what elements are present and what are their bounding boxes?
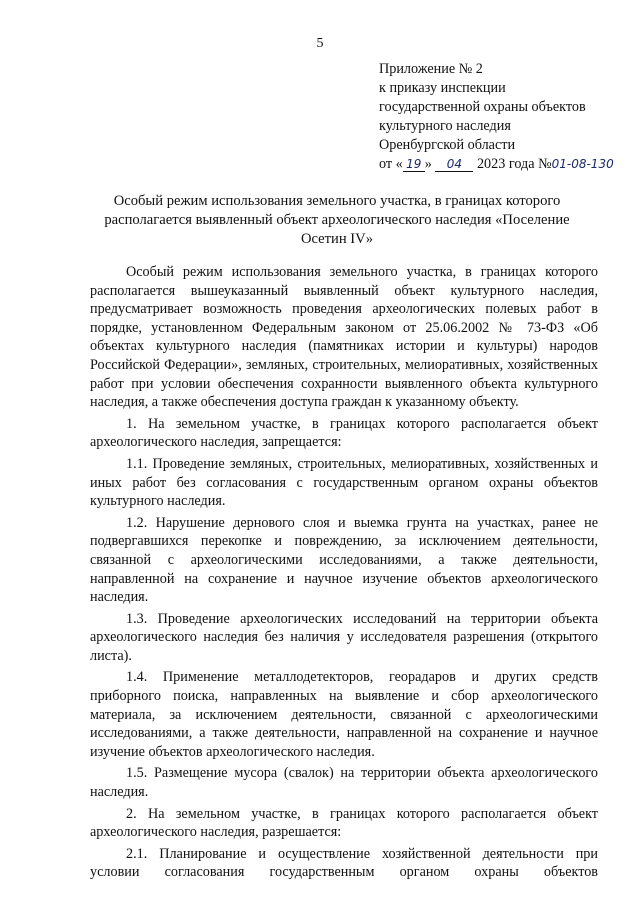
- body-paragraph: 1.5. Размещение мусора (свалок) на территории объекта археологического наследия.: [90, 765, 598, 801]
- body-paragraph: 1.2. Нарушение дернового слоя и выемка грунта на участках, ранее не подвергавшихся перекопке и повреждению, за исключением деятельности, связанной с археологическими исследованиями, а также деятельности, направленной на сохранение и научное изучение объектов археологического наследия.: [90, 514, 598, 606]
- appendix-date-line: [379, 155, 629, 174]
- year-text: 2023 года №: [476, 156, 552, 172]
- document-body: [90, 263, 598, 885]
- appendix-line: государственной охраны объектов: [379, 99, 586, 115]
- body-paragraph: 1.3. Проведение археологических исследований на территории объекта археологического наследия без наличия у исследователя разрешения (открытого листа).: [90, 610, 598, 664]
- handwritten-order-number: 01-08-130: [551, 157, 614, 171]
- date-separator: »: [424, 156, 432, 172]
- body-paragraph: Особый режим использования земельного участка, в границах которого располагается вышеуказанный выявленный объект культурного наследия, предусматривает возможность проведения археологических полевых работ в порядке, установленном Федеральным законом от 25.06.2002 № 73-ФЗ «Об объектах культурного наследия (памятниках истории и культуры) народов Российской Федерации», земляных, строительных, мелиоративных, хозяйственных работ при условии обеспечения сохранности выявленного объекта культурного наследия, а также обеспечения доступа граждан к указанному объекту.: [90, 264, 598, 411]
- handwritten-day: 19: [403, 157, 425, 172]
- document-title: Особый режим использования земельного участка, в границах которого располагается выявленный объект археологического наследия «Поселение Осетин IV»: [104, 193, 570, 247]
- body-paragraph: 1.1. Проведение земляных, строительных, мелиоративных, хозяйственных и иных работ без согласования с государственным органом охраны объектов культурного наследия.: [90, 455, 598, 510]
- appendix-line: Приложение № 2: [379, 61, 483, 77]
- body-paragraph: 2. На земельном участке, в границах которого располагается объект археологического наследия, разрешается:: [90, 805, 598, 841]
- appendix-line: культурного наследия: [379, 118, 511, 134]
- date-prefix: от «: [379, 156, 403, 172]
- appendix-header: [379, 60, 629, 174]
- body-paragraph: 1. На земельном участке, в границах которого располагается объект археологического наследия, запрещается:: [90, 415, 598, 451]
- body-paragraph: 1.4. Применение металлодетекторов, георадаров и других средств приборного поиска, направленных на выявление и сбор археологического материала, за исключением деятельности, связанной с археологическими исследованиями, а также деятельности, направленной на сохранение и научное изучение объектов археологического наследия.: [90, 669, 598, 760]
- page-number: 5: [316, 36, 324, 51]
- appendix-line: к приказу инспекции: [379, 80, 506, 96]
- appendix-line: Оренбургской области: [379, 137, 516, 153]
- handwritten-month: 04: [435, 157, 473, 172]
- body-paragraph: 2.1. Планирование и осуществление хозяйственной деятельности при условии согласования государственным органом охраны объектов: [90, 845, 598, 881]
